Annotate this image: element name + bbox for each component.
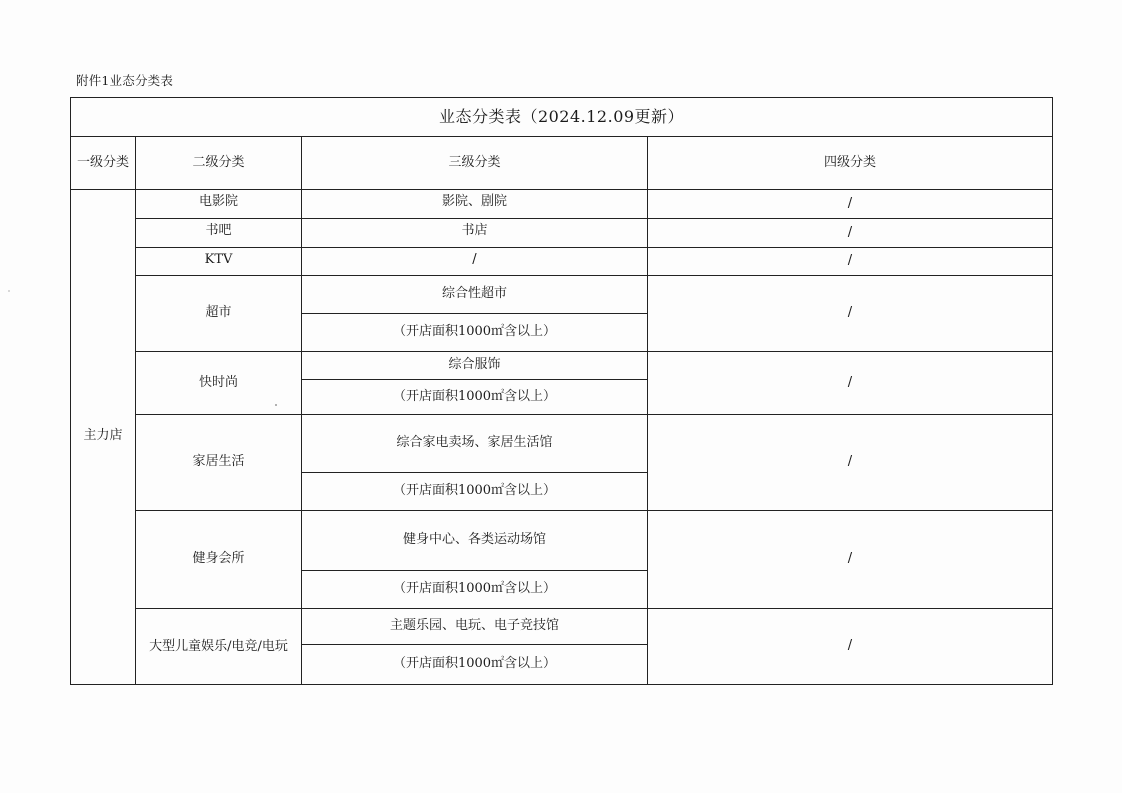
level3-cell: （开店面积1000㎡含以上） <box>302 645 648 685</box>
level2-cell: 家居生活 <box>136 415 302 511</box>
level2-cell: KTV <box>136 248 302 276</box>
level3-cell: 综合性超市 <box>302 276 648 314</box>
header-level3: 三级分类 <box>302 137 648 190</box>
level3-cell: 综合家电卖场、家居生活馆 <box>302 415 648 473</box>
level3-cell: （开店面积1000㎡含以上） <box>302 314 648 352</box>
table-row <box>71 609 1053 645</box>
level4-cell: / <box>648 190 1053 219</box>
table-row <box>71 415 1053 473</box>
level4-cell: / <box>648 352 1053 415</box>
table-row <box>71 248 1053 276</box>
level4-cell: / <box>648 219 1053 248</box>
level4-cell: / <box>648 609 1053 685</box>
table-row <box>71 276 1053 314</box>
level2-cell: 电影院 <box>136 190 302 219</box>
level1-cell: 主力店 <box>71 190 136 685</box>
level2-cell: 快时尚 <box>136 352 302 415</box>
table-row <box>71 511 1053 571</box>
level4-cell: / <box>648 248 1053 276</box>
table-title: 业态分类表（2024.12.09更新） <box>71 98 1053 137</box>
level4-cell: / <box>648 511 1053 609</box>
table-row <box>71 219 1053 248</box>
business-classification-table <box>70 97 1053 685</box>
level2-cell: 健身会所 <box>136 511 302 609</box>
level3-cell: （开店面积1000㎡含以上） <box>302 380 648 415</box>
level3-cell: 主题乐园、电玩、电子竞技馆 <box>302 609 648 645</box>
header-level4: 四级分类 <box>648 137 1053 190</box>
level3-cell: 书店 <box>302 219 648 248</box>
header-level1: 一级分类 <box>71 137 136 190</box>
table-row <box>71 190 1053 219</box>
level3-cell: （开店面积1000㎡含以上） <box>302 571 648 609</box>
table-row <box>71 352 1053 380</box>
level3-cell: 健身中心、各类运动场馆 <box>302 511 648 571</box>
scan-speck <box>8 290 10 292</box>
level4-cell: / <box>648 415 1053 511</box>
level3-cell: / <box>302 248 648 276</box>
level3-cell: 综合服饰 <box>302 352 648 380</box>
attachment-label: 附件1业态分类表 <box>76 73 174 88</box>
level3-cell: 影院、剧院 <box>302 190 648 219</box>
header-level2: 二级分类 <box>136 137 302 190</box>
level3-cell: （开店面积1000㎡含以上） <box>302 473 648 511</box>
scan-speck <box>275 404 277 406</box>
level2-cell: 书吧 <box>136 219 302 248</box>
header-row <box>71 137 1053 190</box>
level4-cell: / <box>648 276 1053 352</box>
level2-cell: 超市 <box>136 276 302 352</box>
level2-cell: 大型儿童娱乐/电竞/电玩 <box>136 609 302 685</box>
